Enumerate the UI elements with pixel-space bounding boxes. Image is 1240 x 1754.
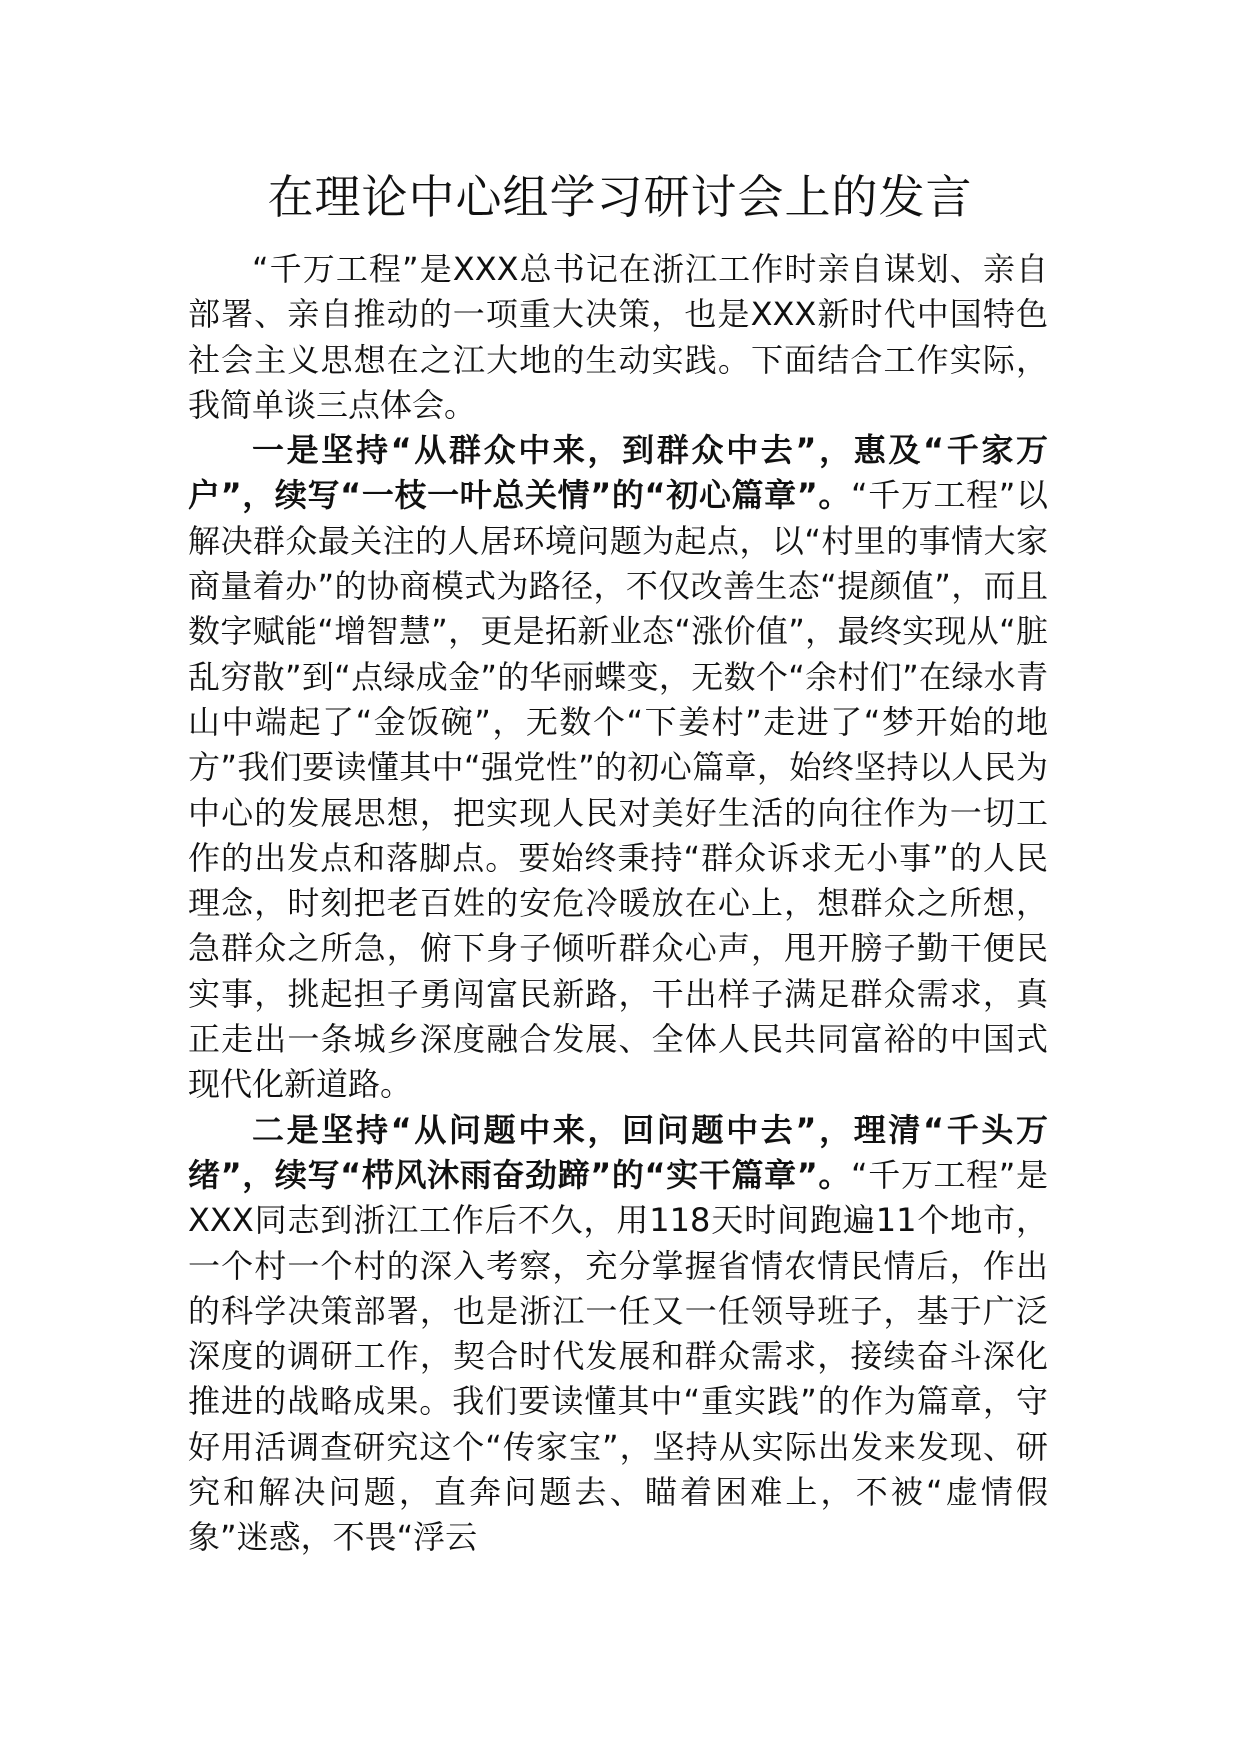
document-title: 在理论中心组学习研讨会上的发言 [267,170,973,224]
paragraph-lead: 一是坚持“从群众中来，到群众中去”，惠及“千家万户”，续写“一枝一叶总关情”的“初心篇章”。 [188,431,1048,515]
paragraph-point-one [188,428,1048,1107]
paragraph-text: “千万工程”以解决群众最关注的人居环境问题为起点，以“村里的事情大家商量着办”的协商模式为路径，不仅改善生态“提颜值”，而且数字赋能“增智慧”，更是拓新业态“涨价值”，最终实现从“脏乱穷散”到“点绿成金”的华丽蝶变，无数个“余村们”在绿水青山中端起了“金饭碗”，无数个“下姜村”走进了“梦开始的地方”我们要读懂其中“强党性”的初心篇章，始终坚持以人民为中心的发展思想，把实现人民对美好生活的向往作为一切工作的出发点和落脚点。要始终秉持“群众诉求无小事”的人民理念，时刻把老百姓的安危冷暖放在心上，想群众之所想，急群众之所急，俯下身子倾听群众心声，甩开膀子勤干便民实事，挑起担子勇闯富民新路，干出样子满足群众需求，真正走出一条城乡深度融合发展、全体人民共同富裕的中国式现代化新道路。 [188,476,1048,1104]
paragraph-intro [188,247,1048,428]
paragraph-text: “千万工程”是XXX总书记在浙江工作时亲自谋划、亲自部署、亲自推动的一项重大决策，也是XXX新时代中国特色社会主义思想在之江大地的生动实践。下面结合工作实际，我简单谈三点体会。 [188,250,1048,424]
paragraph-point-two [188,1108,1048,1561]
paragraph-text: “千万工程”是XXX同志到浙江工作后不久，用118天时间跑遍11个地市，一个村一个村的深入考察，充分掌握省情农情民情后，作出的科学决策部署，也是浙江一任又一任领导班子，基于广泛深度的调研工作，契合时代发展和群众需求，接续奋斗深化推进的战略成果。我们要读懂其中“重实践”的作为篇章，守好用活调查研究这个“传家宝”，坚持从实际出发来发现、研究和解决问题，直奔问题去、瞄着困难上，不被“虚情假象”迷惑，不畏“浮云 [188,1155,1048,1557]
paragraph-lead: 二是坚持“从问题中来，回问题中去”，理清“千头万绪”，续写“栉风沐雨奋劲蹄”的“实干篇章”。 [188,1110,1048,1194]
document-body [188,247,1048,1561]
